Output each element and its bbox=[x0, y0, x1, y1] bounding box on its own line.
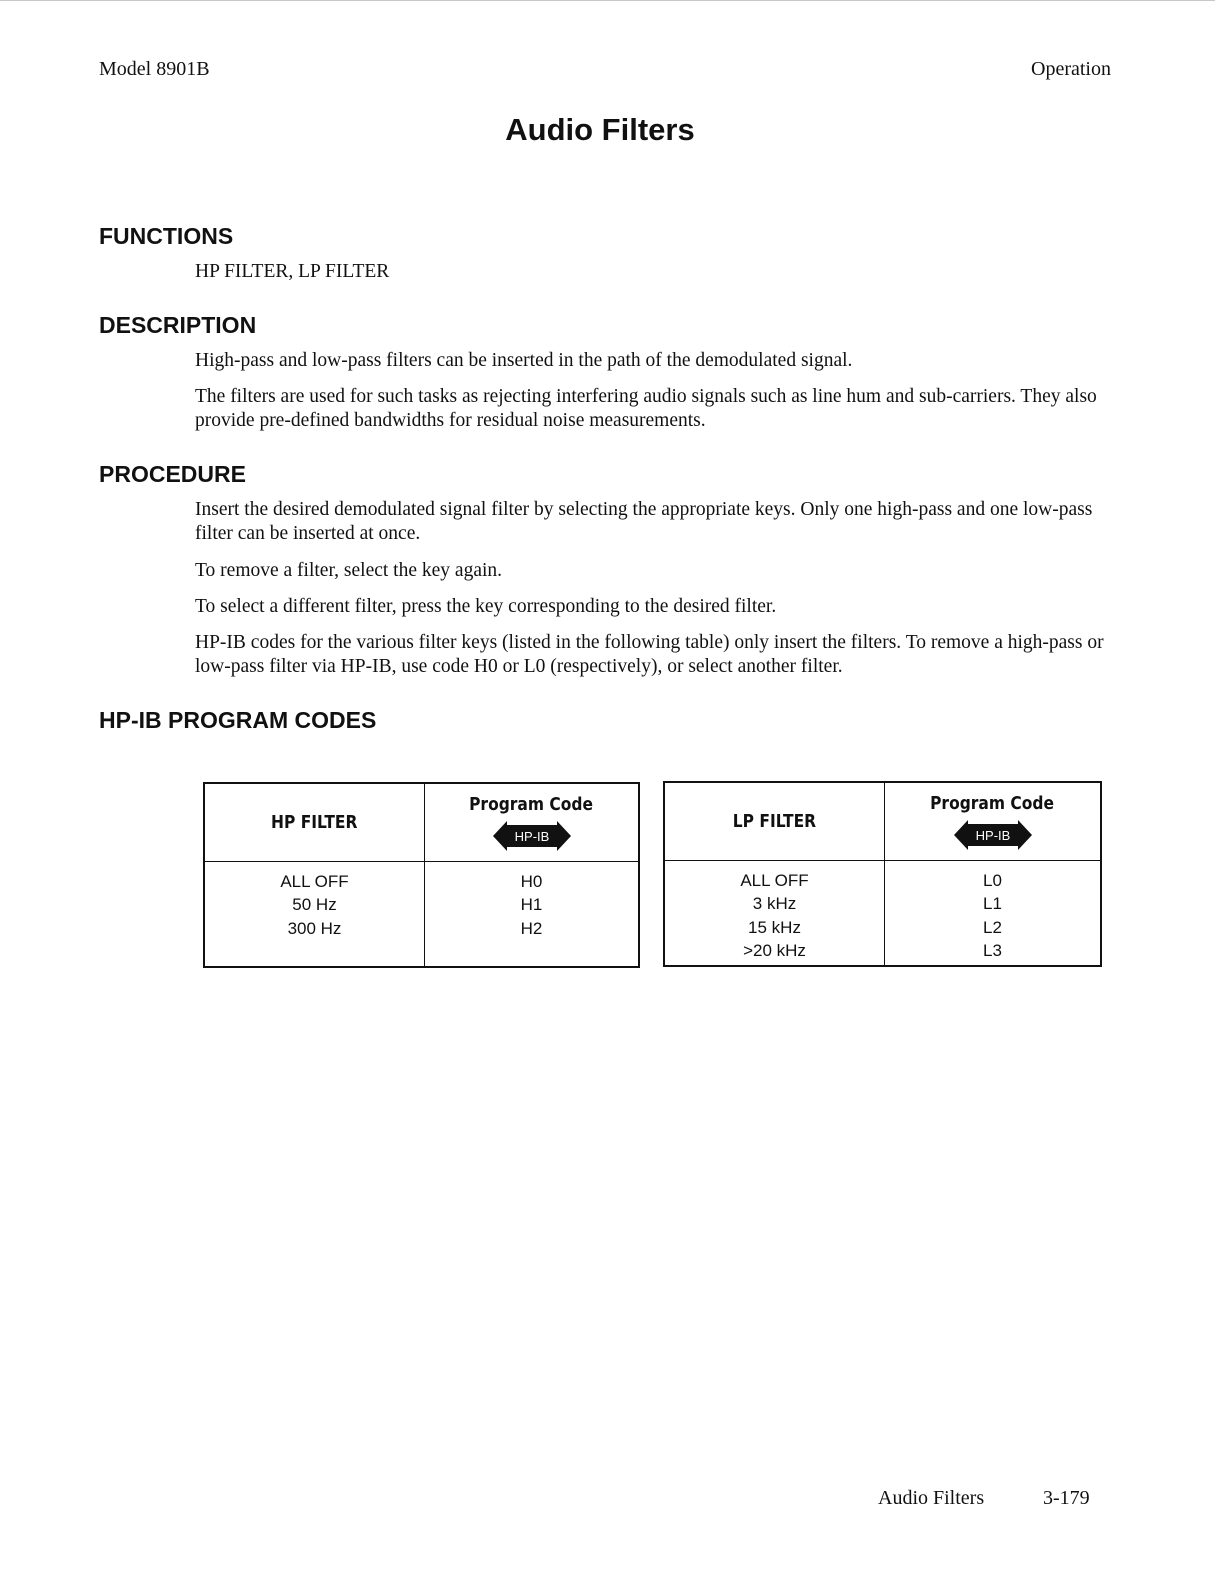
hp-ib-badge-label: HP-IB bbox=[975, 827, 1010, 843]
footer-section: Audio Filters bbox=[878, 1487, 985, 1509]
list-item: >20 kHz bbox=[743, 941, 806, 960]
list-item: H0 bbox=[520, 871, 543, 891]
procedure-heading: PROCEDURE bbox=[99, 461, 246, 487]
table-header-row bbox=[204, 783, 639, 861]
hp-filter-header-cell bbox=[204, 783, 425, 861]
program-code-header: Program Code bbox=[469, 793, 594, 815]
functions-heading: FUNCTIONS bbox=[99, 223, 234, 249]
list-item: 15 kHz bbox=[748, 917, 801, 937]
list-item: 300 Hz bbox=[287, 918, 342, 938]
description-paragraph: High-pass and low-pass filters can be inserted in the path of the demodulated signal. bbox=[195, 350, 853, 371]
hp-program-code-header-cell bbox=[425, 783, 640, 861]
description-paragraph: The filters are used for such tasks as rejecting interfering audio signals such as line hum and sub-carriers. They also provide pre-defined bandwidths for residual noise measurements. bbox=[195, 386, 1097, 431]
program-code-header: Program Code bbox=[930, 792, 1055, 814]
table-body-row bbox=[204, 861, 639, 967]
lp-program-code-header-cell bbox=[885, 782, 1102, 860]
procedure-paragraph: To select a different filter, press the key corresponding to the desired filter. bbox=[195, 596, 777, 617]
list-item: L3 bbox=[983, 941, 1002, 960]
hp-filter-header: HP FILTER bbox=[271, 811, 358, 833]
hp-filter-codes bbox=[425, 861, 640, 967]
hp-ib-arrow-icon bbox=[954, 820, 1032, 850]
list-item: H2 bbox=[520, 918, 543, 938]
hp-ib-arrow-icon bbox=[493, 821, 571, 851]
hp-ib-badge-label: HP-IB bbox=[514, 828, 549, 844]
list-item: H1 bbox=[520, 895, 543, 914]
lp-filter-table bbox=[663, 781, 1102, 967]
lp-filter-header-cell bbox=[664, 782, 885, 860]
header-section: Operation bbox=[1031, 58, 1111, 80]
procedure-paragraph: To remove a filter, select the key again. bbox=[195, 560, 503, 581]
list-item: 50 Hz bbox=[292, 895, 337, 914]
hp-filter-names bbox=[204, 861, 425, 967]
table-body-row bbox=[664, 860, 1101, 966]
list-item: L1 bbox=[983, 894, 1002, 913]
program-codes-heading: HP-IB PROGRAM CODES bbox=[99, 707, 377, 733]
list-item: L2 bbox=[983, 917, 1002, 937]
list-item: L0 bbox=[983, 870, 1002, 890]
description-heading: DESCRIPTION bbox=[99, 312, 257, 338]
top-rule bbox=[0, 0, 1215, 1]
table-header-row bbox=[664, 782, 1101, 860]
page-title: Audio Filters bbox=[505, 112, 695, 147]
lp-filter-names bbox=[664, 860, 885, 966]
procedure-paragraph: Insert the desired demodulated signal filter by selecting the appropriate keys. Only one high-pass and one low-pass filter can be inserted at once. bbox=[195, 499, 1093, 544]
list-item: 3 kHz bbox=[752, 894, 797, 913]
functions-text: HP FILTER, LP FILTER bbox=[195, 261, 390, 282]
page-number: 3-179 bbox=[1043, 1487, 1090, 1509]
list-item: ALL OFF bbox=[740, 870, 809, 890]
procedure-paragraph: HP-IB codes for the various filter keys (listed in the following table) only insert the filters. To remove a high-pass or low-pass filter via HP-IB, use code H0 or L0 (respectively), or select another filter. bbox=[195, 632, 1104, 677]
list-item: ALL OFF bbox=[280, 871, 349, 891]
lp-filter-header: LP FILTER bbox=[732, 810, 817, 832]
header-model: Model 8901B bbox=[99, 58, 210, 80]
lp-filter-codes bbox=[885, 860, 1102, 966]
hp-filter-table bbox=[203, 782, 640, 968]
